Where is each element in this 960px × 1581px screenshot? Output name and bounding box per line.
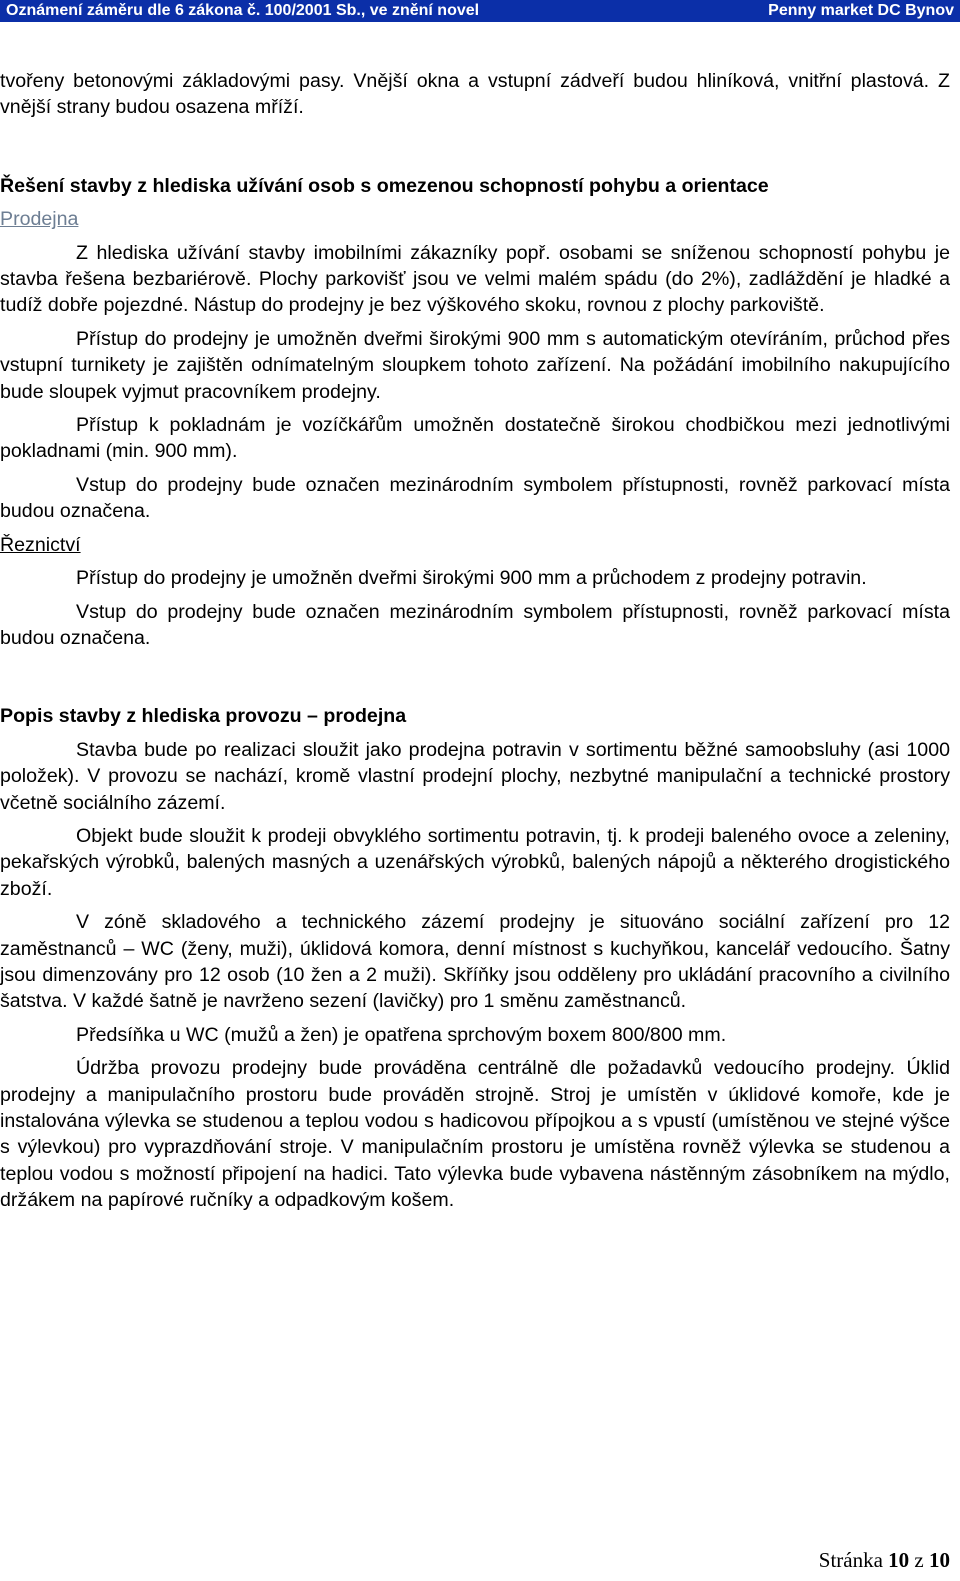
paragraph-provoz-2: Objekt bude sloužit k prodeji obvyklého sortimentu potravin, tj. k prodeji baleného ovoce a zeleniny, pekařských výrobků, balených masných a uzenářských výrobků, balených nápojů a některého drogistického zboží. bbox=[0, 824, 950, 900]
document-body bbox=[0, 68, 950, 1214]
paragraph-provoz-4: Předsíňka u WC (mužů a žen) je opatřena sprchovým boxem 800/800 mm. bbox=[76, 1023, 727, 1046]
subheading-reznictvi: Řeznictví bbox=[0, 533, 81, 556]
page-number bbox=[819, 1548, 950, 1573]
subheading-prodejna: Prodejna bbox=[0, 208, 79, 231]
document-header bbox=[0, 0, 960, 22]
paragraph-reznictvi-1: Přístup do prodejny je umožněn dveřmi širokými 900 mm a průchodem z prodejny potravin. bbox=[76, 567, 867, 590]
paragraph-provoz-5: Údržba provozu prodejny bude prováděna centrálně dle požadavků vedoucího prodejny. Úklid prodejny a manipulačního prostoru bude prováděn strojně. Stroj je umístěn v úklidové komoře, kde je instalována výlevka se studenou a teplou vodou s hadicovou přípojkou a s vpustí (umístěnou ve stejné výšce s výlevkou) pro vyprazdňování stroje. V manipulačním prostoru je umístěna rovněž výlevka se studenou a teplou vodou s možností připojení na hadici. Tato výlevka bude vybavena nástěnným zásobníkem na mýdlo, držákem na papírové ručníky a odpadkovým košem. bbox=[0, 1057, 950, 1212]
heading-accessibility: Řešení stavby z hlediska užívání osob s omezenou schopností pohybu a orientace bbox=[0, 174, 769, 197]
page-current: 10 bbox=[888, 1548, 910, 1572]
paragraph-prodejna-1: Z hlediska užívání stavby imobilními zákazníky popř. osobami se sníženou schopností pohybu je stavba řešena bezbariérově. Plochy parkovišť jsou ve velmi malém spádu (do 2%), zadláždění je hladké a tudíž dobře pojezdné. Nástup do prodejny je bez výškového skoku, rovnou z plochy parkoviště. bbox=[0, 241, 950, 317]
paragraph-prodejna-4: Vstup do prodejny bude označen mezinárodním symbolem přístupnosti, rovněž parkovací místa budou označena. bbox=[0, 473, 950, 523]
page-total: 10 bbox=[929, 1548, 950, 1572]
paragraph-reznictvi-2: Vstup do prodejny bude označen mezinárodním symbolem přístupnosti, rovněž parkovací místa budou označena. bbox=[0, 600, 950, 649]
paragraph-provoz-1: Stavba bude po realizaci sloužit jako prodejna potravin v sortimentu běžné samoobsluhy (asi 1000 položek). V provozu se nachází, kromě vlastní prodejní plochy, nezbytné manipulační a technické prostory včetně sociálního zázemí. bbox=[0, 738, 950, 814]
paragraph-intro: tvořeny betonovými základovými pasy. Vnější okna a vstupní zádveří budou hliníková, vnitřní plastová. Z vnější strany budou osazena mříží. bbox=[0, 70, 950, 119]
page-prefix: Stránka bbox=[818, 1548, 883, 1572]
header-title-right: Penny market DC Bynov bbox=[768, 2, 954, 19]
paragraph-prodejna-3: Přístup k pokladnám je vozíčkářům umožněn dostatečně širokou chodbičkou mezi jednotlivými pokladnami (min. 900 mm). bbox=[0, 414, 950, 463]
paragraph-prodejna-2: Přístup do prodejny je umožněn dveřmi širokými 900 mm s automatickým otevíráním, průchod přes vstupní turnikety je zajištěn odnímatelným sloupkem tohoto zařízení. Na požádání imobilního nakupujícího bude sloupek vyjmut pracovníkem prodejny. bbox=[0, 327, 950, 403]
heading-provoz: Popis stavby z hlediska provozu – prodejna bbox=[0, 705, 407, 728]
header-title-left: Oznámení záměru dle 6 zákona č. 100/2001 Sb., ve znění novel bbox=[6, 2, 480, 19]
page-of: z bbox=[914, 1548, 924, 1572]
paragraph-provoz-3: V zóně skladového a technického zázemí prodejny je situováno sociální zařízení pro 12 zaměstnanců – WC (ženy, muži), úklidová komora, denní místnost s kuchyňkou, kancelář vedoucího. Šatny jsou dimenzovány pro 12 osob (10 žen a 2 muži). Skříňky jsou odděleny pro ukládání pracovního a civilního šatstva. V každé šatně je navrženo sezení (lavičky) pro 1 směnu zaměstnanců. bbox=[0, 911, 950, 1013]
